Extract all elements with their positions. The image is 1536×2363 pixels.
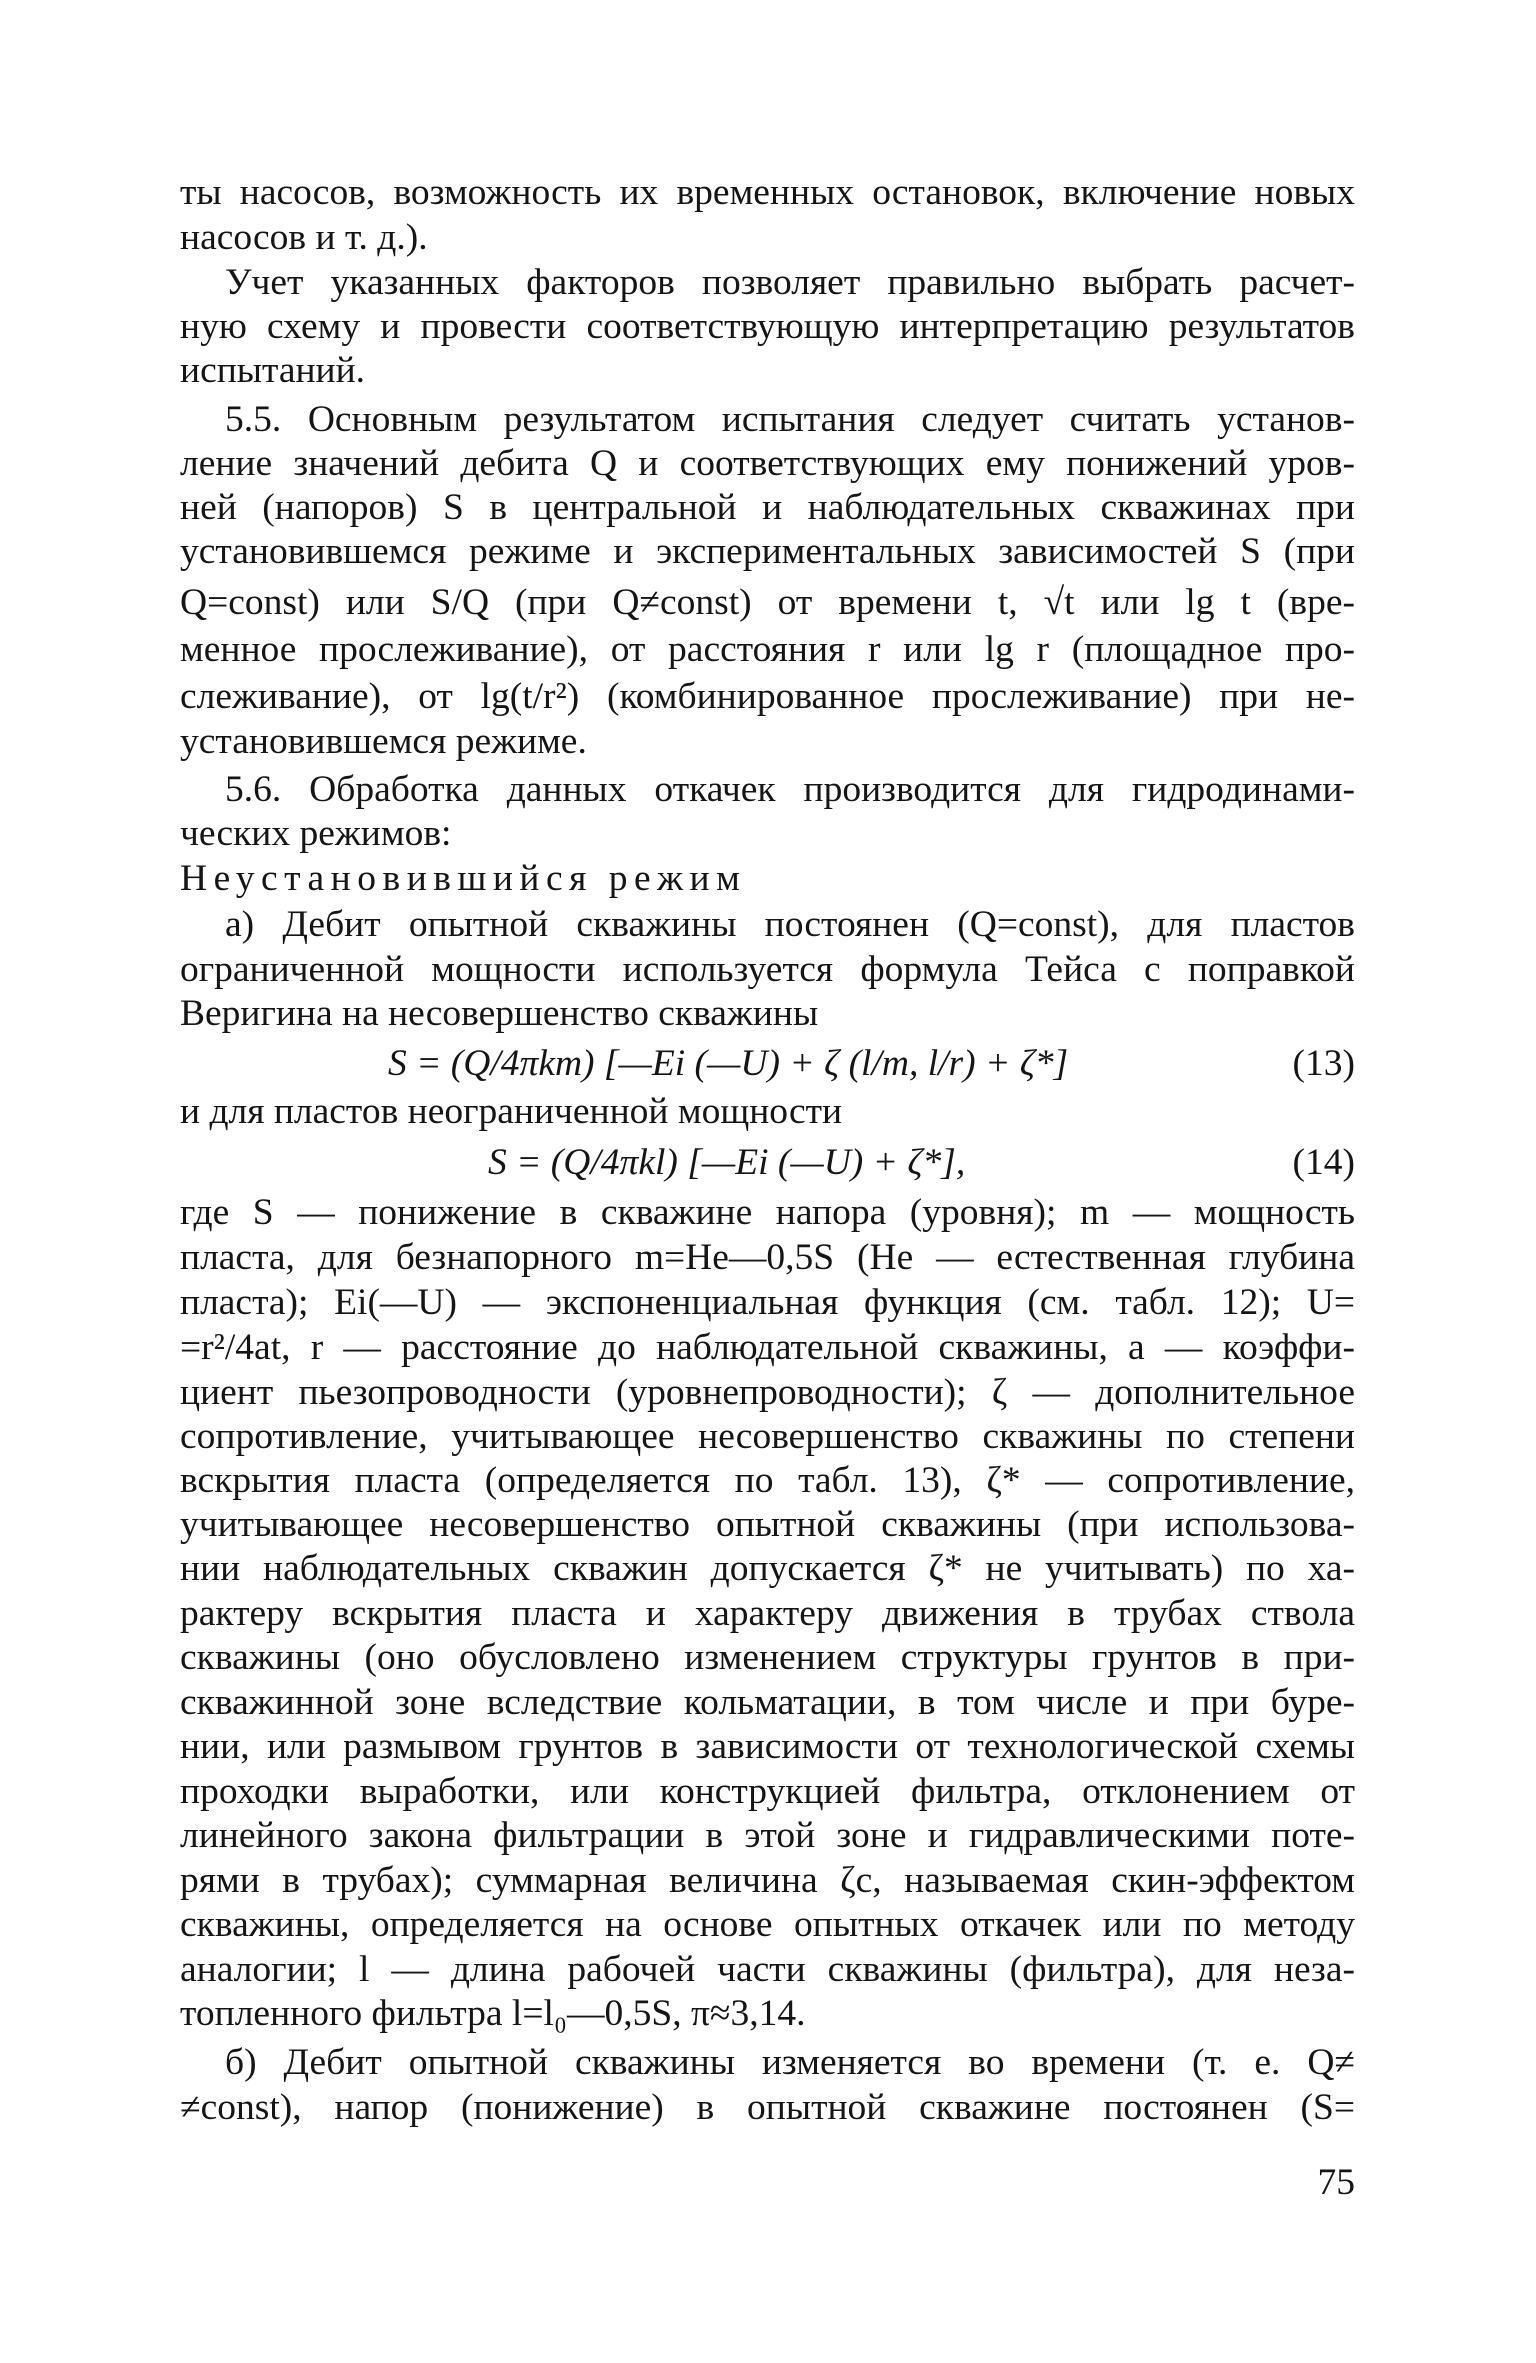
text-line: циент пьезопроводности (уровнепроводности); ζ — дополнительное xyxy=(180,1372,1355,1413)
text-line: ческих режимов: xyxy=(180,813,452,854)
text-line: установившемся режиме. xyxy=(180,721,587,762)
text-line: ную схему и провести соответствующую интерпретацию результатов xyxy=(180,306,1355,347)
text-line: где S — понижение в скважине напора (уровня); m — мощность xyxy=(180,1192,1355,1233)
text-line: сопротивление, учитывающее несовершенство скважины по степени xyxy=(180,1416,1355,1457)
text-line: Q=const) или S/Q (при Q≠const) от времени t, √t или lg t (вре- xyxy=(180,582,1355,623)
text-line: скважинной зоне вследствие кольматации, в том числе и при буре- xyxy=(180,1682,1355,1723)
text-line: Веригина на несовершенство скважины xyxy=(180,993,819,1034)
text-line: б) Дебит опытной скважины изменяется во времени (т. е. Q≠ xyxy=(225,2042,1355,2083)
text-line: ление значений дебита Q и соответствующих ему понижений уров- xyxy=(180,443,1355,484)
page-number: 75 xyxy=(1317,2162,1355,2203)
equation: S = (Q/4πkl) [—Ei (—U) + ζ*], xyxy=(488,1142,966,1183)
text-line: нии наблюдательных скважин допускается ζ* не учитывать) по ха- xyxy=(180,1548,1355,1589)
text-line: пласта, для безнапорного m=Hе—0,5S (Hе — естественная глубина xyxy=(180,1237,1355,1278)
equation-number: (13) xyxy=(1292,1043,1355,1084)
text-line: скважины, определяется на основе опытных откачек или по методу xyxy=(180,1904,1355,1945)
text-line: установившемся режиме и экспериментальных зависимостей S (при xyxy=(180,531,1355,572)
equation: S = (Q/4πkm) [—Ei (—U) + ζ (l/m, l/r) + ζ*] xyxy=(388,1043,1069,1084)
text-line: ≠const), напор (понижение) в опытной скважине постоянен (S= xyxy=(180,2087,1355,2128)
text-line: 5.5. Основным результатом испытания следует считать установ- xyxy=(225,399,1355,440)
equation-number: (14) xyxy=(1292,1142,1355,1183)
text-line: слеживание), от lg(t/r²) (комбинированное прослеживание) при не- xyxy=(180,676,1355,717)
text-line: ней (напоров) S в центральной и наблюдательных скважинах при xyxy=(180,487,1355,528)
text-line: рями в трубах); суммарная величина ζс, называемая скин-эффектом xyxy=(180,1860,1355,1901)
text-line: проходки выработки, или конструкцией фильтра, отклонением от xyxy=(180,1771,1355,1812)
text-line: насосов и т. д.). xyxy=(180,217,428,258)
text-line: нии, или размывом грунтов в зависимости от технологической схемы xyxy=(180,1726,1355,1767)
text-line: аналогии; l — длина рабочей части скважины (фильтра), для неза- xyxy=(180,1949,1355,1990)
text-line: =r²/4at, r — расстояние до наблюдательной скважины, a — коэффи- xyxy=(180,1327,1355,1368)
text-line: пласта); Ei(—U) — экспоненциальная функция (см. табл. 12); U= xyxy=(180,1282,1355,1323)
text-line: учитывающее несовершенство опытной скважины (при использова- xyxy=(180,1504,1355,1545)
text-line: а) Дебит опытной скважины постоянен (Q=const), для пластов xyxy=(225,904,1355,945)
text-line: рактеру вскрытия пласта и характеру движения в трубах ствола xyxy=(180,1593,1355,1634)
text-line: 5.6. Обработка данных откачек производится для гидродинами- xyxy=(225,769,1355,810)
section-heading: Неустановившийся режим xyxy=(180,858,747,899)
text-line: менное прослеживание), от расстояния r или lg r (площадное про- xyxy=(180,629,1355,670)
text-line: ограниченной мощности используется формула Тейса с поправкой xyxy=(180,949,1355,990)
text-line: скважины (оно обусловлено изменением структуры грунтов в при- xyxy=(180,1637,1355,1678)
text-line: и для пластов неограниченной мощности xyxy=(180,1091,843,1132)
text-line: Учет указанных факторов позволяет правильно выбрать расчет- xyxy=(225,262,1355,303)
text-line: вскрытия пласта (определяется по табл. 13), ζ* — сопротивление, xyxy=(180,1460,1355,1501)
text-line: испытаний. xyxy=(180,350,366,391)
text-line: топленного фильтра l=l₀—0,5S, π≈3,14. xyxy=(180,1993,806,2034)
text-line: ты насосов, возможность их временных остановок, включение новых xyxy=(180,172,1355,213)
text-line: линейного закона фильтрации в этой зоне и гидравлическими поте- xyxy=(180,1815,1355,1856)
